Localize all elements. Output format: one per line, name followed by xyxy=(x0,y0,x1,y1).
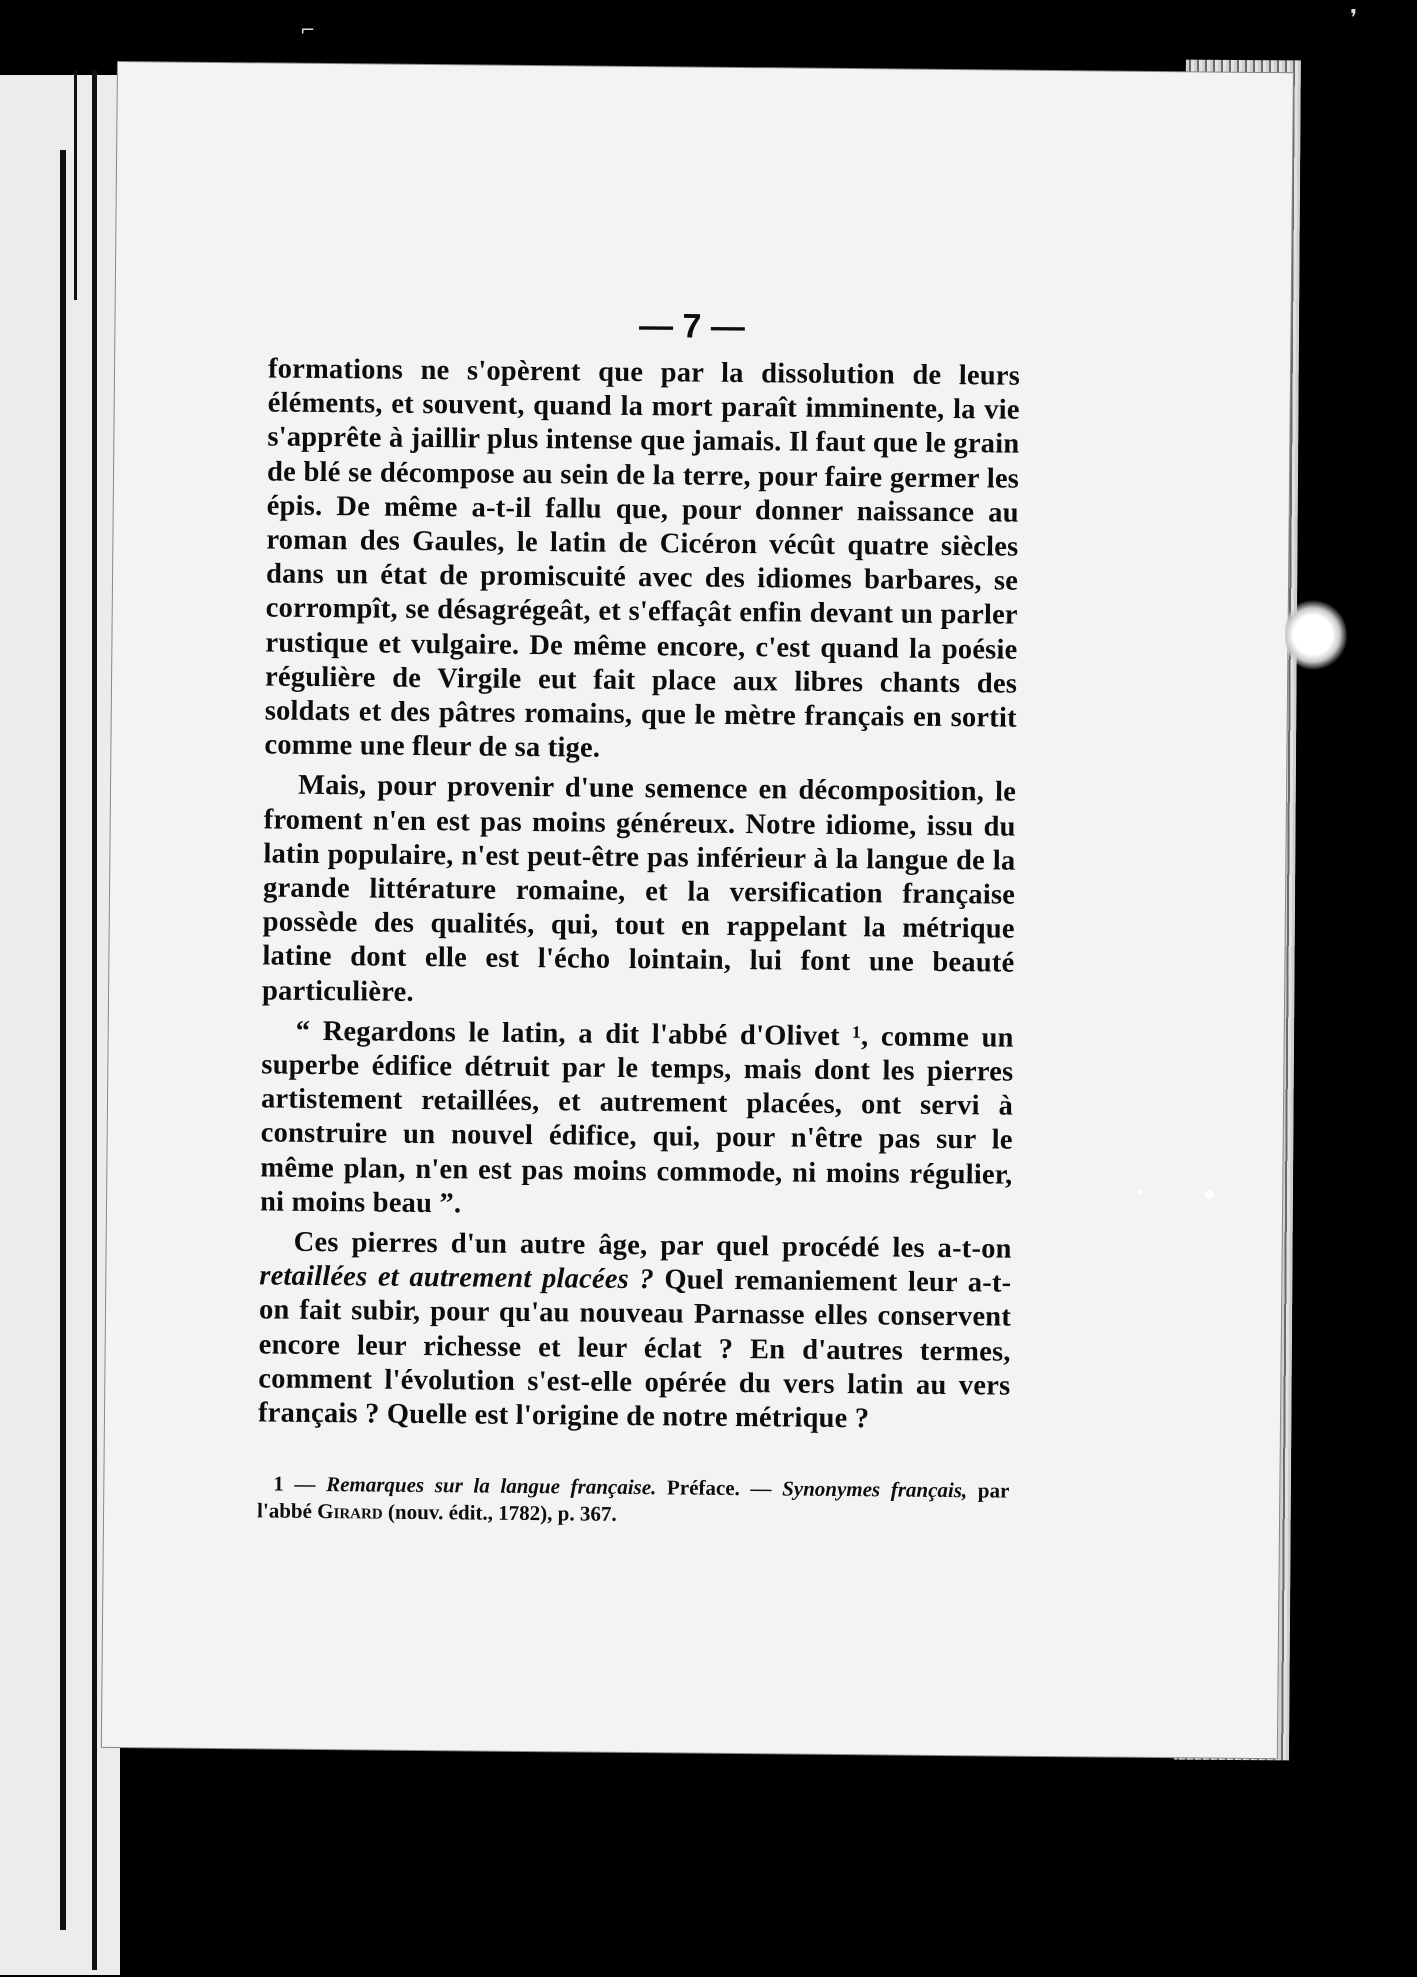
paragraph: “ Regardons le latin, a dit l'abbé d'Olivet ¹, comme un superbe édifice détruit par le temps, mais dont les pierres artistement retaillées, et autrement placées, ont servi à construire un nouvel édifice, qui, pour n'être pas sur le même plan, n'en est pas moins commode, ni moins régulier, ni moins beau ”. xyxy=(259,1015,1014,1220)
footnote-text: Préface. — xyxy=(656,1475,783,1501)
binding-line xyxy=(60,150,66,1930)
paragraph xyxy=(258,1225,1012,1437)
page-number: — 7 — xyxy=(638,307,746,347)
footnote xyxy=(257,1471,1009,1532)
paragraph: Mais, pour provenir d'une semence en décomposition, le froment n'en est pas moins généreux. Notre idiome, issu du latin populaire, n'est peut-être pas inférieur à la langue de la grande littérature romaine, et la versification française possède des qualités, qui, tout en rappelant la métrique latine dont elle est l'écho lointain, lui font une beauté particulière. xyxy=(261,770,1017,1008)
paragraph-text: Quel remaniement leur a-t-on fait subir, pour qu'au nouveau Parnasse elles conservent encore leur richesse et leur éclat ? En d'autres termes, comment l'évolution s'est-elle opérée du vers latin au vers français ? Quelle est l'origine de notre métrique ? xyxy=(257,1264,1012,1435)
footnote-title: Remarques sur la langue française. xyxy=(326,1472,657,1500)
footnote-marker: 1 — xyxy=(273,1471,316,1497)
paragraph-italic-text: retaillées et autrement placées ? xyxy=(259,1260,655,1296)
footnote-text: par l'abbé xyxy=(256,1478,1010,1524)
page-text xyxy=(257,303,1021,1531)
paper-stain xyxy=(1285,600,1347,670)
footnote-title-2: Synonymes français, xyxy=(782,1476,968,1503)
speck xyxy=(1205,1190,1214,1199)
footnote-author: Girard xyxy=(317,1499,383,1524)
speck xyxy=(1138,1190,1142,1194)
binding-line xyxy=(74,70,77,300)
binding-line xyxy=(92,70,97,1970)
paragraph-text: Ces pierres d'un autre âge, par quel procédé les a-t-on xyxy=(293,1226,1012,1265)
scan-artifact: ⌐ xyxy=(300,20,316,41)
footnote-text: (nouv. édit., 1782), p. 367. xyxy=(382,1499,617,1527)
scan-artifact: ❜ xyxy=(1350,6,1358,31)
paragraph: formations ne s'opèrent que par la dissolution de leurs éléments, et souvent, quand la mort paraît imminente, la vie s'apprête à jaillir plus intense que jamais. Il faut que le grain de blé se décompose au sein de la terre, pour faire germer les épis. De même a-t-il fallu que, pour donner naissance au roman des Gaules, le latin de Cicéron vécût quatre siècles dans un état de promiscuité avec des idiomes barbares, se corrompît, se désagrégeât, et s'effaçât enfin devant un parler rustique et vulgaire. De même encore, c'est quand la poésie régulière de Virgile eut fait place aux libres chants des soldats et des pâtres romains, que le mètre français en sortit comme une fleur de sa tige. xyxy=(264,353,1021,764)
book-page xyxy=(102,62,1293,1758)
